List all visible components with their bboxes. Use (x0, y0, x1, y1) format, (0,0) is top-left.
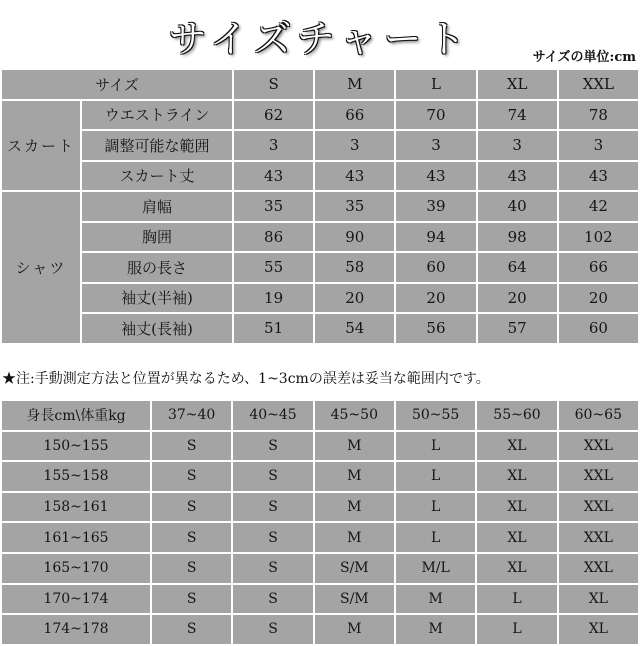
recommended-size-cell: S/M (314, 584, 395, 615)
recommended-size-cell: L (476, 614, 557, 645)
height-range-cell: 161~165 (1, 522, 151, 553)
recommended-size-cell: M (314, 431, 395, 462)
measurement-value: 90 (314, 222, 395, 253)
recommended-size-cell: XL (476, 522, 557, 553)
measurement-value: 70 (395, 100, 476, 131)
table-row (1, 283, 639, 314)
recommended-size-cell: S (151, 492, 232, 523)
measurement-value: 78 (558, 100, 639, 131)
measurement-value: 3 (233, 130, 314, 161)
weight-range-cell: 40~45 (232, 400, 313, 431)
height-range-cell: 158~161 (1, 492, 151, 523)
measurement-label: スカート丈 (81, 161, 233, 192)
recommended-size-cell: L (395, 492, 476, 523)
recommended-size-cell: XL (558, 584, 639, 615)
recommended-size-cell: XL (476, 553, 557, 584)
measurement-value: 3 (395, 130, 476, 161)
measurement-value: 98 (477, 222, 558, 253)
fit-header-row (1, 400, 639, 431)
recommended-size-cell: L (395, 461, 476, 492)
unit-label: サイズの単位:cm (532, 50, 636, 65)
weight-range-cell: 60~65 (558, 400, 639, 431)
page-title: サイズチャート (168, 17, 472, 61)
measurement-value: 102 (558, 222, 639, 253)
measurement-value: 66 (314, 100, 395, 131)
measurement-value: 58 (314, 252, 395, 283)
measurement-value: 42 (558, 191, 639, 222)
measurement-label: 肩幅 (81, 191, 233, 222)
weight-range-cell: 37~40 (151, 400, 232, 431)
measurement-value: 43 (233, 161, 314, 192)
measurement-value: 20 (477, 283, 558, 314)
measurement-value: 20 (558, 283, 639, 314)
weight-range-cell: 50~55 (395, 400, 476, 431)
measurement-label: 袖丈(半袖) (81, 283, 233, 314)
weight-range-cell: 55~60 (476, 400, 557, 431)
recommended-size-cell: XL (476, 492, 557, 523)
size-header-cell: XL (477, 69, 558, 100)
table-row (1, 553, 639, 584)
measurement-value: 35 (314, 191, 395, 222)
recommended-size-cell: S (232, 553, 313, 584)
group-label: スカート (1, 100, 81, 192)
recommended-size-cell: XL (558, 614, 639, 645)
table-row (1, 614, 639, 645)
measurement-value: 56 (395, 313, 476, 344)
recommended-size-cell: XXL (558, 553, 639, 584)
recommended-size-cell: M (395, 584, 476, 615)
recommended-size-cell: S (232, 461, 313, 492)
size-header-cell: XXL (558, 69, 639, 100)
measurement-value: 20 (395, 283, 476, 314)
recommended-size-cell: L (476, 584, 557, 615)
measurement-value: 39 (395, 191, 476, 222)
measurement-value: 62 (233, 100, 314, 131)
measurement-value: 64 (477, 252, 558, 283)
recommended-size-cell: XL (476, 431, 557, 462)
recommended-size-cell: S/M (314, 553, 395, 584)
table-row (1, 492, 639, 523)
recommended-size-cell: M (314, 492, 395, 523)
measurement-value: 3 (477, 130, 558, 161)
table-row (1, 584, 639, 615)
measurement-note: ★注:手動測定方法と位置が異なるため、1~3cmの誤差は妥当な範囲内です。 (2, 371, 490, 387)
table-row (1, 222, 639, 253)
height-range-cell: 174~178 (1, 614, 151, 645)
recommended-size-cell: M (314, 614, 395, 645)
recommended-size-cell: S (232, 584, 313, 615)
measurement-value: 43 (314, 161, 395, 192)
recommended-size-cell: XXL (558, 492, 639, 523)
height-range-cell: 165~170 (1, 553, 151, 584)
table-row (1, 191, 639, 222)
measurement-label: 袖丈(長袖) (81, 313, 233, 344)
measurement-label: 調整可能な範囲 (81, 130, 233, 161)
recommended-size-cell: S (151, 553, 232, 584)
size-header-row (1, 69, 639, 100)
table-row (1, 252, 639, 283)
recommended-size-cell: S (151, 584, 232, 615)
table-row (1, 313, 639, 344)
recommended-size-cell: M (314, 522, 395, 553)
recommended-size-cell: XXL (558, 522, 639, 553)
height-range-cell: 155~158 (1, 461, 151, 492)
measurement-label: 服の長さ (81, 252, 233, 283)
recommended-size-cell: XL (476, 461, 557, 492)
recommended-size-cell: L (395, 431, 476, 462)
table-row (1, 431, 639, 462)
measurement-value: 60 (395, 252, 476, 283)
table-row (1, 522, 639, 553)
size-header-label: サイズ (1, 69, 233, 100)
measurement-value: 20 (314, 283, 395, 314)
measurement-value: 35 (233, 191, 314, 222)
recommended-size-cell: S (232, 492, 313, 523)
measurement-value: 3 (314, 130, 395, 161)
table-row (1, 100, 639, 131)
recommended-size-cell: M (395, 614, 476, 645)
recommended-size-cell: S (151, 522, 232, 553)
size-header-cell: L (395, 69, 476, 100)
measurement-value: 43 (395, 161, 476, 192)
measurement-value: 86 (233, 222, 314, 253)
height-range-cell: 150~155 (1, 431, 151, 462)
measurement-value: 43 (558, 161, 639, 192)
recommended-size-cell: S (151, 431, 232, 462)
fit-table (0, 399, 640, 646)
measurement-value: 74 (477, 100, 558, 131)
measurement-value: 51 (233, 313, 314, 344)
recommended-size-cell: M/L (395, 553, 476, 584)
measurement-value: 43 (477, 161, 558, 192)
size-table (0, 68, 640, 345)
measurement-label: 胸囲 (81, 222, 233, 253)
measurement-value: 94 (395, 222, 476, 253)
recommended-size-cell: S (232, 522, 313, 553)
measurement-label: ウエストライン (81, 100, 233, 131)
table-row (1, 130, 639, 161)
measurement-value: 60 (558, 313, 639, 344)
group-label: シャツ (1, 191, 81, 344)
measurement-value: 40 (477, 191, 558, 222)
recommended-size-cell: S (232, 614, 313, 645)
fit-header-label: 身長cm\体重kg (1, 400, 151, 431)
recommended-size-cell: S (151, 461, 232, 492)
recommended-size-cell: XXL (558, 461, 639, 492)
measurement-value: 57 (477, 313, 558, 344)
height-range-cell: 170~174 (1, 584, 151, 615)
table-row (1, 461, 639, 492)
measurement-value: 55 (233, 252, 314, 283)
measurement-value: 19 (233, 283, 314, 314)
recommended-size-cell: S (151, 614, 232, 645)
recommended-size-cell: M (314, 461, 395, 492)
size-header-cell: S (233, 69, 314, 100)
recommended-size-cell: S (232, 431, 313, 462)
recommended-size-cell: XXL (558, 431, 639, 462)
size-header-cell: M (314, 69, 395, 100)
measurement-value: 3 (558, 130, 639, 161)
measurement-value: 54 (314, 313, 395, 344)
measurement-value: 66 (558, 252, 639, 283)
weight-range-cell: 45~50 (314, 400, 395, 431)
table-row (1, 161, 639, 192)
recommended-size-cell: L (395, 522, 476, 553)
